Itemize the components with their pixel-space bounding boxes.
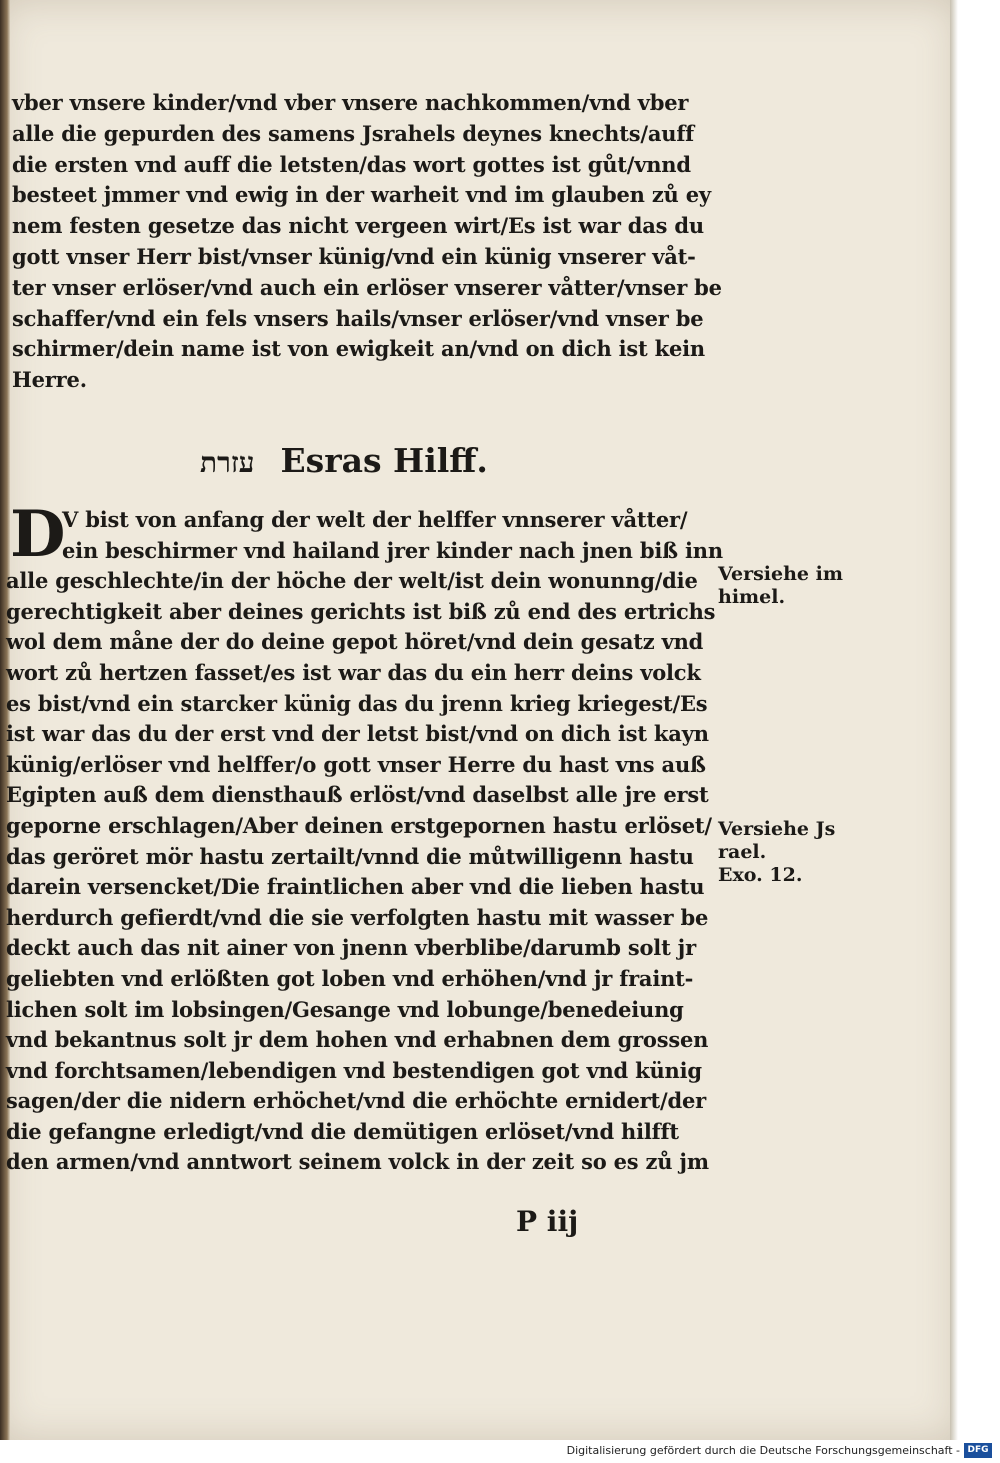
section-heading <box>200 436 600 486</box>
text-line: geliebten vnd erlößten got loben vnd erhöhen/vnd jr fraint- <box>6 965 694 991</box>
paragraph-1 <box>12 88 732 396</box>
margin-note-himel <box>718 563 848 609</box>
text-line: lichen solt im lobsingen/Gesange vnd lobunge/benedeiung <box>6 996 684 1022</box>
text-line: vnd forchtsamen/lebendigen vnd bestendigen got vnd künig <box>6 1057 702 1083</box>
margin-note-line: rael. <box>718 841 767 863</box>
text-line: darein versencket/Die fraintlichen aber vnd die lieben hastu <box>6 874 705 900</box>
text-line: gott vnser Herr bist/vnser künig/vnd ein künig vnserer våt- <box>12 243 696 269</box>
text-line: besteet jmmer vnd ewig in der warheit vnd im glauben zů ey <box>12 182 711 208</box>
hebrew-heading: עזרת <box>200 446 255 479</box>
text-line: nem festen gesetze das nicht vergeen wirt/Es ist war das du <box>12 213 704 239</box>
text-line: alle geschlechte/in der höche der welt/ist dein wonunng/die <box>6 568 698 594</box>
footer-bar <box>0 1440 1000 1463</box>
text-line: vnd bekantnus solt jr dem hohen vnd erhabnen dem grossen <box>6 1027 709 1053</box>
text-line: künig/erlöser vnd helffer/o gott vnser Herre du hast vns auß <box>6 751 706 777</box>
text-line: ist war das du der erst vnd der letst bist/vnd on dich ist kayn <box>6 721 709 747</box>
text-line: die ersten vnd auff die letsten/das wort gottes ist gůt/vnnd <box>12 151 691 177</box>
text-line: vber vnsere kinder/vnd vber vnsere nachkommen/vnd vber <box>12 90 689 115</box>
margin-note-line: Exo. 12. <box>718 864 803 886</box>
margin-note-israel <box>718 818 848 887</box>
heading-title: Esras Hilff. <box>280 441 488 480</box>
text-line: ein beschirmer vnd hailand jrer kinder nach jnen biß inn <box>62 537 723 563</box>
dfg-logo: DFG <box>964 1443 992 1458</box>
text-line: die gefangne erledigt/vnd die demütigen erlöset/vnd hilfft <box>6 1118 679 1144</box>
text-line: alle die gepurden des samens Jsrahels deynes knechts/auff <box>12 120 694 146</box>
text-line: Herre. <box>12 367 87 393</box>
text-line: V bist von anfang der welt der helffer vnnserer våtter/ <box>62 507 688 532</box>
page-edge <box>950 0 958 1440</box>
text-line: deckt auch das nit ainer von jnenn vberblibe/darumb solt jr <box>6 935 696 961</box>
text-line: das geröret mör hastu zertailt/vnnd die můtwilligenn hastu <box>6 843 694 869</box>
drop-cap-initial: D <box>10 497 66 572</box>
initial-lines <box>6 497 723 572</box>
text-line: schirmer/dein name ist von ewigkeit an/vnd on dich ist kein <box>12 336 705 362</box>
text-line: wol dem måne der do deine gepot höret/vnd dein gesatz vnd <box>6 629 704 655</box>
text-line: sagen/der die nidern erhöchet/vnd die erhöchte ernidert/der <box>6 1088 706 1114</box>
margin-note-line: Versiehe Js <box>718 818 836 840</box>
text-line: geporne erschlagen/Aber deinen erstgepornen hastu erlöset/ <box>6 812 712 838</box>
text-line: gerechtigkeit aber deines gerichts ist biß zů end des ertrichs <box>6 598 716 624</box>
signature-mark: P iij <box>516 1205 579 1238</box>
paragraph-2 <box>6 497 723 1178</box>
text-line: wort zů hertzen fasset/es ist war das du ein herr deins volck <box>6 659 701 685</box>
margin-note-line: himel. <box>718 586 786 608</box>
funding-credit: Digitalisierung gefördert durch die Deutsche Forschungsgemeinschaft - <box>566 1444 960 1457</box>
text-line: es bist/vnd ein starcker künig das du jrenn krieg kriegest/Es <box>6 690 708 716</box>
text-line: ter vnser erlöser/vnd auch ein erlöser vnserer våtter/vnser be <box>12 274 722 300</box>
text-line: den armen/vnd anntwort seinem volck in der zeit so es zů jm <box>6 1149 709 1175</box>
margin-note-line: Versiehe im <box>718 563 843 585</box>
text-line: Egipten auß dem diensthauß erlöst/vnd daselbst alle jre erst <box>6 782 709 808</box>
text-line: herdurch gefierdt/vnd die sie verfolgten hastu mit wasser be <box>6 904 709 930</box>
text-line: schaffer/vnd ein fels vnsers hails/vnser erlöser/vnd vnser be <box>12 305 704 331</box>
